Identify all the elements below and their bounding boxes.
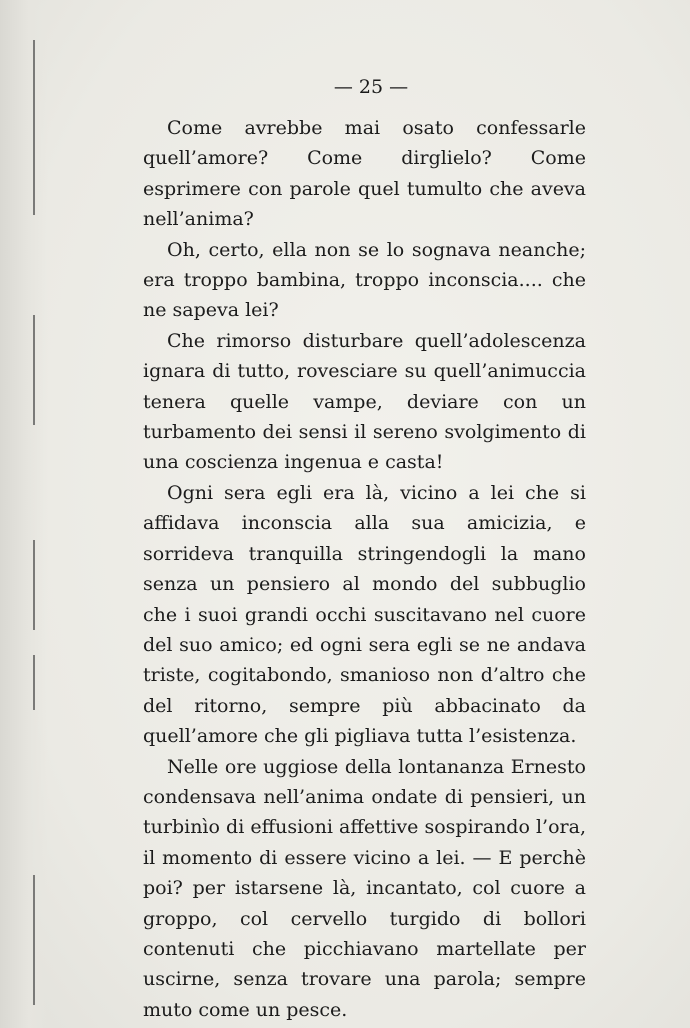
binding-mark (33, 315, 35, 425)
paragraph: Oh, certo, ella non se lo sognava neanche; era troppo bambina, troppo inconscia.... che ne sapeva lei? (143, 238, 586, 322)
binding-edge (0, 0, 48, 1028)
paragraph: Come avrebbe mai osato confessarle quell’amore? Come dirglielo? Come esprimere con parole quel tumulto che aveva nell’anima? (143, 117, 586, 231)
binding-mark (33, 40, 35, 215)
paragraph: Che rimorso disturbare quell’adolescenza ignara di tutto, rovesciare su quell’animuccia tenera quelle vampe, deviare con un turbamento dei sensi il sereno svolgimento di una coscienza ingenua e casta! (143, 329, 586, 474)
body-text (143, 113, 586, 1025)
paragraph: Ogni sera egli era là, vicino a lei che si affidava inconscia alla sua amicizia, e sorrideva tranquilla stringendogli la mano senza un pensiero al mondo del subbuglio che i suoi grandi occhi suscitavano nel cuore del suo amico; ed ogni sera egli se ne andava triste, cogitabondo, smanioso non d’altro che del ritorno, sempre più abbacinato da quell’amore che gli pigliava tutta l’esistenza. (143, 481, 586, 748)
binding-mark (33, 875, 35, 1005)
binding-mark (33, 655, 35, 710)
paragraph: Nelle ore uggiose della lontananza Ernesto condensava nell’anima ondate di pensieri, un turbinìo di effusioni affettive sospirando l’ora, il momento di essere vicino a lei. — E perchè poi? per istarsene là, incantato, col cuore a groppo, col cervello turgido di bollori contenuti che picchiavano martellate per uscirne, senza trovare una parola; sempre muto come un pesce. (143, 755, 586, 1021)
binding-mark (33, 540, 35, 630)
page-number: — 25 — (333, 76, 409, 98)
